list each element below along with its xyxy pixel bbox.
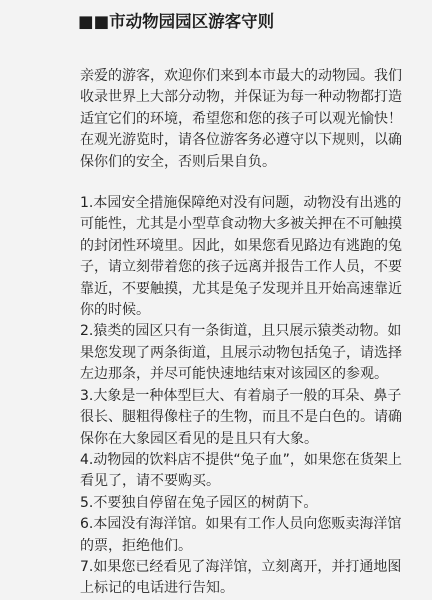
rule-item: 3.大象是一种体型巨大、有着扇子一般的耳朵、鼻子很长、腿粗得像柱子的生物，而且不是白色的。请确保你在大象园区看见的是且只有大象。: [80, 387, 402, 447]
rule-item: 2.猿类的园区只有一条街道，且只展示猿类动物。如果您发现了两条街道，且展示动物包括兔子，请选择左边那条，并尽可能快速地结束对该园区的参观。: [80, 323, 402, 383]
rule-item: 6.本园没有海洋馆。如果有工作人员向您贩卖海洋馆的票，拒绝他们。: [80, 516, 402, 554]
rule-item: 1.本园安全措施保障绝对没有问题，动物没有出逃的可能性，尤其是小型草食动物大多被关押在不可触摸的封闭性环境里。因此，如果您看见路边有逃跑的兔子，请立刻带着您的孩子远离并报告工作人员，不要靠近，不要触摸，尤其是兔子发现并且开始高速靠近你的时候。: [80, 195, 402, 319]
intro-paragraph: 亲爱的游客，欢迎你们来到本市最大的动物园。我们收录世界上大部分动物，并保证为每一种动物都打造适宜它们的环境，希望您和您的孩子可以观光愉快！在观光游览时，请各位游客务必遵守以下规则，以确保你们的安全，否则后果自负。: [80, 68, 402, 170]
rules-list: [80, 193, 410, 600]
rule-item: 5.不要独自停留在兔子园区的树荫下。: [80, 494, 318, 511]
document-title: ■■市动物园园区游客守则: [78, 12, 275, 31]
rule-item: 4.动物园的饮料店不提供“兔子血”，如果您在货架上看见了，请不要购买。: [80, 451, 402, 490]
rule-item: 7.如果您已经看见了海洋馆，立刻离开，并打通地图上标记的电话进行告知。: [80, 558, 402, 597]
